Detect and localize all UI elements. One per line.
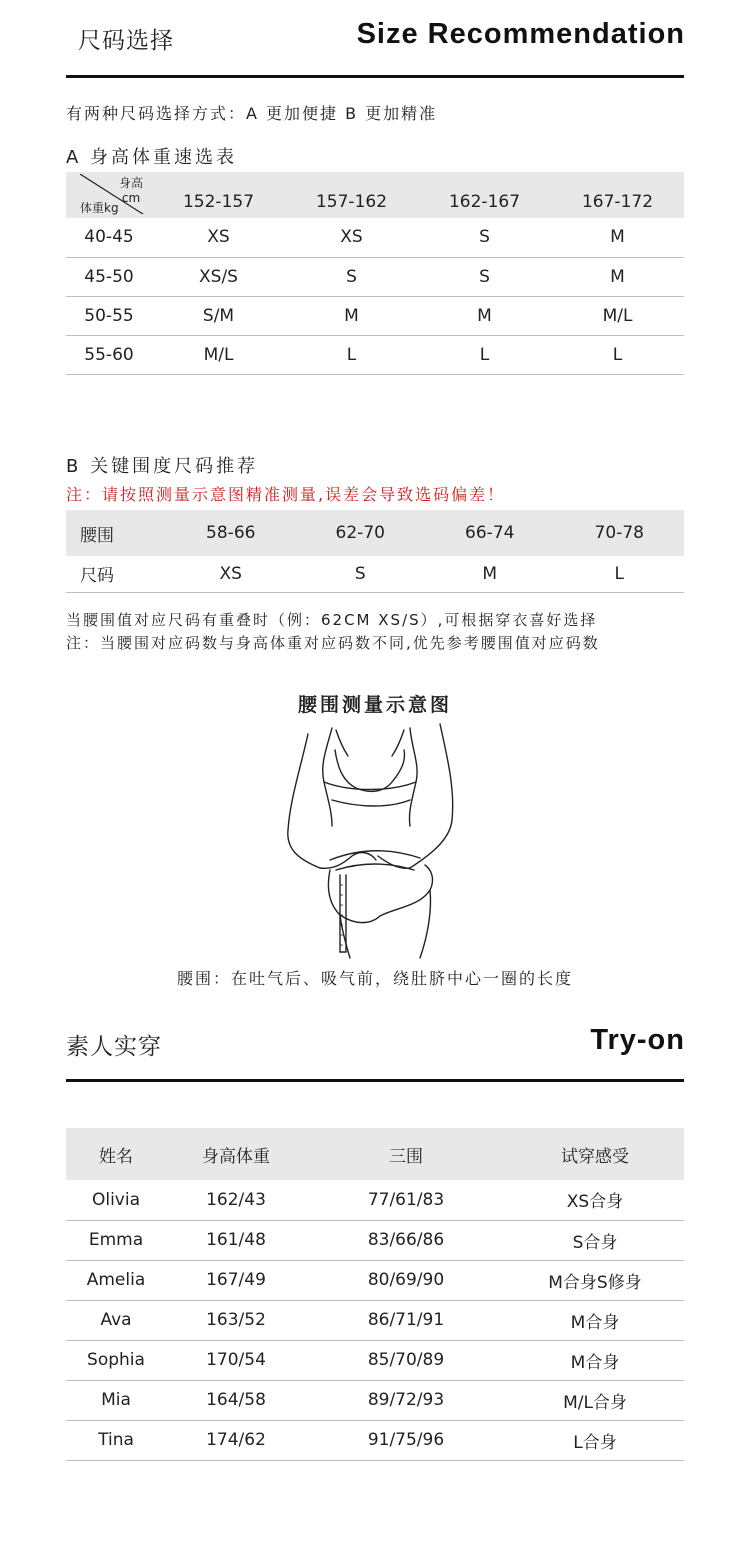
fit-cell: M/L合身	[506, 1380, 684, 1420]
section-a-title: A 身高体重速选表	[66, 147, 238, 168]
height-header: 167-172	[581, 192, 654, 212]
header-name: 姓名	[99, 1146, 133, 1167]
table-header-row	[66, 172, 684, 218]
overlap-note: 当腰围值对应尺码有重叠时（例：62CM XS/S）,可根据穿衣喜好选择	[66, 611, 598, 629]
corner-height-label: 身高cm	[118, 176, 143, 205]
name-cell: Mia	[66, 1380, 166, 1420]
size-recommendation-title: Size Recommendation	[356, 18, 685, 50]
waist-cell: 66-74	[465, 523, 515, 543]
table-row	[66, 335, 684, 374]
bwh-cell: 80/69/90	[306, 1260, 506, 1300]
size-cell: XS	[152, 218, 285, 257]
fit-cell: L合身	[506, 1420, 684, 1460]
name-cell: Emma	[66, 1220, 166, 1260]
hw-cell: 170/54	[166, 1340, 306, 1380]
fit-cell: M合身S修身	[506, 1260, 684, 1300]
size-cell: M	[551, 257, 684, 296]
table-row	[66, 296, 684, 335]
fit-cell: S合身	[506, 1220, 684, 1260]
size-cell: M	[285, 296, 418, 335]
size-cell: M	[425, 556, 555, 592]
size-cell: XS	[285, 218, 418, 257]
size-cell: M	[418, 296, 551, 335]
table-row	[66, 1340, 684, 1380]
bwh-cell: 86/71/91	[306, 1300, 506, 1340]
table-row	[66, 257, 684, 296]
bwh-cell: 91/75/96	[306, 1420, 506, 1460]
waist-diagram-caption: 腰围：在吐气后、吸气前，绕肚脐中心一圈的长度	[176, 969, 573, 988]
table-row	[66, 1180, 684, 1220]
name-cell: Tina	[66, 1420, 166, 1460]
tryon-divider	[66, 1079, 684, 1082]
waist-measurement-figure-icon	[280, 720, 470, 960]
corner-weight-label: 体重kg	[80, 201, 119, 215]
size-cell: S/M	[152, 296, 285, 335]
table-row	[66, 1260, 684, 1300]
weight-cell: 45-50	[66, 257, 152, 296]
tryon-table	[66, 1128, 684, 1461]
height-weight-table	[66, 172, 684, 375]
weight-cell: 55-60	[66, 335, 152, 374]
waist-cell: 70-78	[594, 523, 644, 543]
table-header-row	[66, 1128, 684, 1180]
table-row	[66, 1220, 684, 1260]
table-row	[66, 1300, 684, 1340]
size-cell: L	[551, 335, 684, 374]
size-selection-title: 尺码选择	[78, 28, 174, 54]
waist-size-table	[66, 510, 684, 593]
hw-cell: 161/48	[166, 1220, 306, 1260]
size-cell: S	[285, 257, 418, 296]
fit-cell: M合身	[506, 1300, 684, 1340]
height-header: 157-162	[315, 192, 388, 212]
size-cell: M	[551, 218, 684, 257]
hw-cell: 164/58	[166, 1380, 306, 1420]
size-label: 尺码	[66, 556, 166, 592]
header-measurements: 三围	[389, 1146, 423, 1167]
size-cell: XS/S	[152, 257, 285, 296]
waist-label: 腰围	[80, 525, 114, 546]
fit-cell: M合身	[506, 1340, 684, 1380]
bwh-cell: 85/70/89	[306, 1340, 506, 1380]
waist-row	[66, 510, 684, 556]
header-height-weight: 身高体重	[202, 1146, 270, 1167]
hw-cell: 163/52	[166, 1300, 306, 1340]
height-header: 152-157	[182, 192, 255, 212]
header-fit: 试穿感受	[561, 1146, 629, 1167]
table-row	[66, 1420, 684, 1460]
corner-cell	[66, 172, 152, 218]
section-b-title: B 关键围度尺码推荐	[66, 456, 259, 477]
bwh-cell: 89/72/93	[306, 1380, 506, 1420]
size-cell: L	[555, 556, 685, 592]
size-cell: S	[418, 257, 551, 296]
size-cell: M/L	[152, 335, 285, 374]
waist-cell: 62-70	[335, 523, 385, 543]
size-cell: L	[418, 335, 551, 374]
name-cell: Ava	[66, 1300, 166, 1340]
table-row	[66, 218, 684, 257]
weight-cell: 50-55	[66, 296, 152, 335]
table-row	[66, 1380, 684, 1420]
tryon-title-en: Try-on	[590, 1024, 685, 1056]
name-cell: Olivia	[66, 1180, 166, 1220]
size-row	[66, 556, 684, 592]
height-header: 162-167	[448, 192, 521, 212]
size-cell: M/L	[551, 296, 684, 335]
waist-diagram-title: 腰围测量示意图	[297, 694, 452, 716]
hw-cell: 174/62	[166, 1420, 306, 1460]
measurement-warning: 注：请按照测量示意图精准测量,误差会导致选码偏差！	[66, 485, 506, 504]
fit-cell: XS合身	[506, 1180, 684, 1220]
size-cell: XS	[166, 556, 296, 592]
size-cell: S	[296, 556, 426, 592]
header-divider	[66, 75, 684, 78]
size-cell: L	[285, 335, 418, 374]
hw-cell: 162/43	[166, 1180, 306, 1220]
tryon-title-cn: 素人实穿	[66, 1034, 162, 1060]
name-cell: Sophia	[66, 1340, 166, 1380]
size-cell: S	[418, 218, 551, 257]
bwh-cell: 77/61/83	[306, 1180, 506, 1220]
priority-note: 注：当腰围对应码数与身高体重对应码数不同,优先参考腰围值对应码数	[66, 634, 600, 652]
waist-cell: 58-66	[206, 523, 256, 543]
hw-cell: 167/49	[166, 1260, 306, 1300]
bwh-cell: 83/66/86	[306, 1220, 506, 1260]
intro-text: 有两种尺码选择方式：A 更加便捷 B 更加精准	[66, 104, 438, 123]
name-cell: Amelia	[66, 1260, 166, 1300]
weight-cell: 40-45	[66, 218, 152, 257]
